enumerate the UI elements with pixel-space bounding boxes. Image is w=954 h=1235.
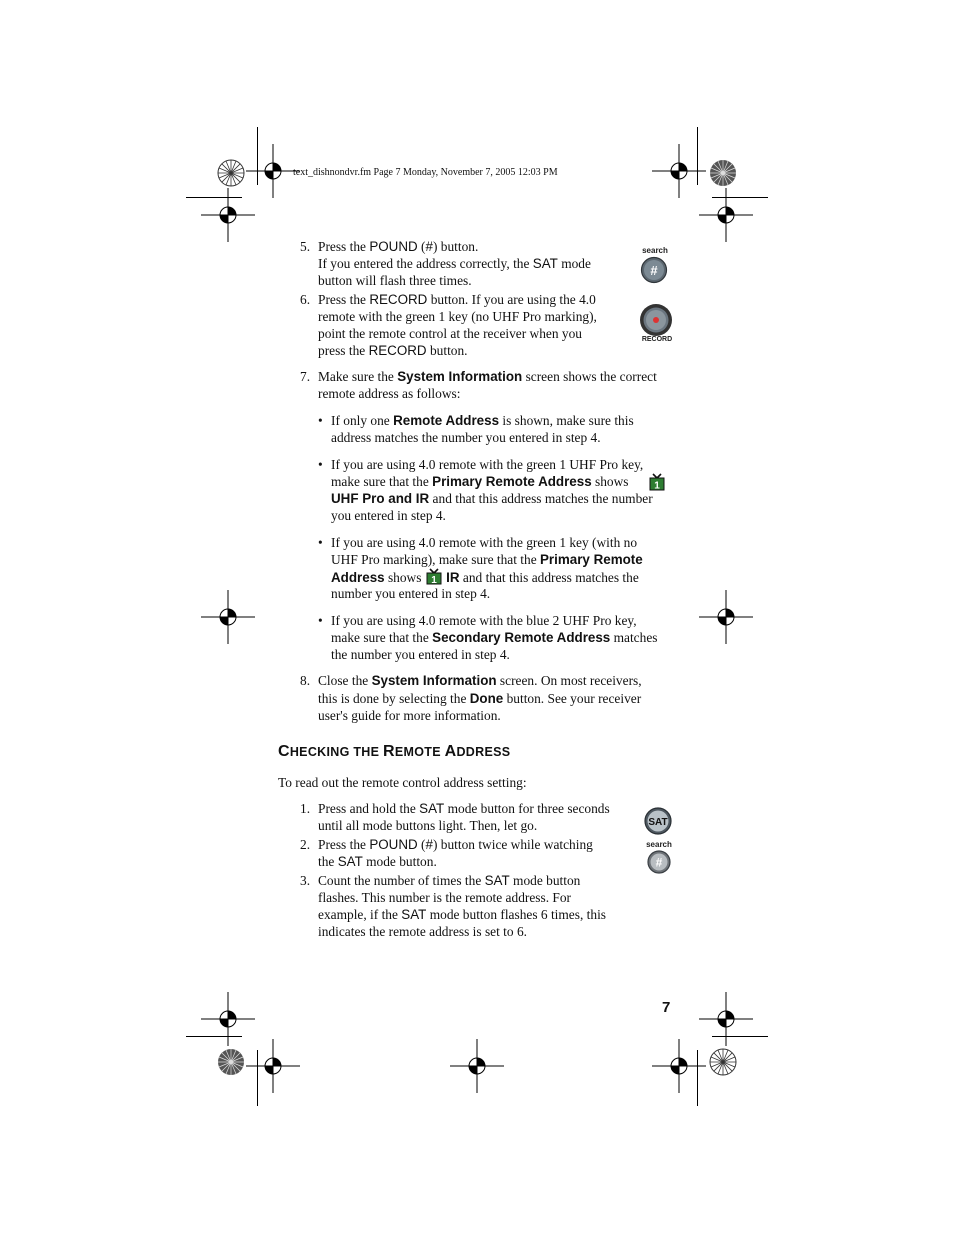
text-run: point the remote control at the receiver when you [318, 326, 582, 341]
text-run: remote with the green 1 key (no UHF Pro marking), [318, 309, 597, 324]
text-run: UHF Pro and IR [331, 491, 430, 506]
text-run: make sure that the [331, 474, 433, 489]
text-run: Remote Address [393, 413, 500, 428]
text-line [331, 429, 601, 446]
text-line [318, 368, 657, 385]
text-line [331, 612, 637, 629]
bullet-mark: • [318, 457, 323, 472]
text-run: ( [417, 837, 426, 852]
text-run: and that this address matches the [459, 570, 639, 585]
text-line [318, 817, 537, 834]
text-run: SAT [337, 854, 363, 869]
text-run: flashes. This number is the remote address. For [318, 890, 572, 905]
text-run: is shown, make sure this [499, 413, 634, 428]
text-run: POUND [369, 239, 418, 254]
text-run: # [425, 239, 433, 254]
text-line [318, 800, 610, 817]
step-number: 8. [300, 673, 311, 688]
text-run: screen shows the correct [522, 369, 657, 384]
text-run: the number you entered in step 4. [331, 647, 510, 662]
text-line [331, 412, 634, 429]
text-line [318, 325, 582, 342]
text-line [318, 308, 597, 325]
text-run: user's guide for more information. [318, 708, 501, 723]
text-line [318, 291, 596, 308]
text-run: press the [318, 343, 369, 358]
text-line [331, 646, 510, 663]
bullet-mark: • [318, 613, 323, 628]
text-run: If only one [331, 413, 394, 428]
search-label: search [642, 246, 668, 255]
text-run: remote address as follows: [318, 386, 461, 401]
text-line [318, 690, 641, 707]
record-icon [636, 302, 678, 338]
text-run: RECORD [369, 292, 428, 307]
title-run: HECKING THE [289, 745, 384, 759]
text-run: until all mode buttons light. Then, let go. [318, 818, 538, 833]
text-run: Address [331, 570, 385, 585]
text-run: button will flash three times. [318, 273, 472, 288]
text-run: Primary Remote [540, 552, 643, 567]
record-button-graphic [636, 302, 678, 343]
text-run: Primary Remote Address [432, 474, 592, 489]
text-line [331, 507, 446, 524]
text-run: number you entered in step 4. [331, 586, 491, 601]
bullet-mark: • [318, 413, 323, 428]
text-run: button. See your receiver [503, 690, 642, 706]
text-line [318, 923, 527, 940]
tv-icon [425, 568, 443, 585]
text-line [318, 672, 642, 689]
file-info-header: text_dishnondvr.fm Page 7 Monday, November 7, 2005 12:03 PM [293, 167, 558, 178]
pound-symbol: # [655, 855, 663, 870]
sat-text: SAT [648, 817, 668, 828]
title-run: A [444, 743, 457, 760]
text-run: POUND [369, 837, 418, 852]
text-line [318, 238, 478, 255]
record-label: RECORD [641, 336, 673, 343]
step-number: 5. [300, 239, 311, 254]
section-title [278, 743, 510, 761]
svg-text:1: 1 [654, 480, 660, 491]
text-run: SAT [419, 801, 445, 816]
text-line [318, 836, 593, 853]
title-run: DDRESS [456, 745, 511, 759]
svg-text:1: 1 [431, 574, 437, 585]
text-run: mode button for three seconds [444, 801, 610, 816]
step-number: 6. [300, 292, 311, 307]
sat-button-graphic [641, 806, 675, 838]
text-run: mode button. [362, 854, 437, 869]
text-line [318, 707, 501, 724]
step-number: 1. [300, 801, 311, 816]
text-run: SAT [401, 907, 427, 922]
text-line [331, 534, 637, 551]
step-number: 2. [300, 837, 311, 852]
text-line [331, 551, 643, 568]
text-run: and that this address matches the number [429, 491, 653, 506]
text-run: # [425, 837, 433, 852]
sat-button-icon [641, 806, 675, 838]
text-line [331, 585, 490, 602]
text-run: mode button [509, 873, 581, 888]
text-run: UHF Pro marking), make sure that the [331, 552, 540, 567]
text-line [318, 872, 580, 889]
title-run: C [278, 743, 290, 760]
text-line [331, 456, 643, 473]
text-run: mode [557, 256, 591, 271]
text-run: shows [384, 570, 425, 585]
title-run: EMOTE [394, 745, 445, 759]
text-line [318, 889, 571, 906]
text-run: If you entered the address correctly, the [318, 256, 533, 271]
text-run: Press the [318, 837, 370, 852]
text-run: If you are using 4.0 remote with the blue 2 UHF Pro key, [331, 613, 637, 628]
text-line [331, 629, 657, 646]
text-line [318, 342, 468, 359]
text-run: Done [469, 690, 504, 706]
text-run: If you are using 4.0 remote with the green 1 UHF Pro key, [331, 457, 644, 472]
text-run: If you are using 4.0 remote with the green 1 key (with no [331, 535, 638, 550]
text-run: ( [417, 239, 426, 254]
text-run: matches [610, 630, 658, 645]
text-run: Secondary Remote Address [432, 630, 611, 645]
step-number: 3. [300, 873, 311, 888]
text-run: example, if the [318, 907, 402, 922]
search-pound-button-graphic [636, 246, 674, 285]
text-line [331, 490, 653, 507]
section-intro: To read out the remote control address setting: [278, 775, 527, 790]
tv-icon [648, 473, 666, 491]
text-run: Make sure the [318, 369, 398, 384]
text-run: address matches the number you entered in step 4. [331, 430, 601, 445]
text-run: SAT [484, 873, 510, 888]
text-run: RECORD [368, 343, 427, 358]
tv-uhf-icon [648, 473, 666, 496]
search-pound-button-graphic-2 [640, 840, 678, 875]
text-run: screen. On most receivers, [496, 673, 642, 688]
text-run: System Information [397, 369, 523, 384]
bullet-mark: • [318, 535, 323, 550]
page-number: 7 [662, 999, 671, 1016]
text-run: mode button flashes 6 times, this [426, 907, 607, 922]
text-run: SAT [532, 256, 558, 271]
text-run: ) button twice while watching [432, 837, 593, 852]
text-line [331, 568, 639, 586]
step-number: 7. [300, 369, 311, 384]
search-label: search [646, 840, 672, 849]
text-line [318, 906, 606, 923]
pound-button-icon [640, 849, 678, 875]
pound-symbol: # [650, 263, 658, 278]
text-run: this is done by selecting the [318, 690, 470, 706]
text-run: Press and hold the [318, 801, 420, 816]
text-line [318, 385, 460, 402]
text-line [318, 272, 472, 289]
text-line [318, 255, 591, 272]
text-run: System Information [371, 673, 497, 688]
text-run: button. If you are using the 4.0 [427, 292, 596, 307]
text-run: Press the [318, 239, 370, 254]
pound-button-icon [636, 255, 674, 285]
text-run: Press the [318, 292, 370, 307]
text-run: Close the [318, 673, 372, 688]
text-run: ) button. [432, 239, 479, 254]
title-run: R [383, 743, 395, 760]
text-run: button. [426, 343, 468, 358]
text-run: Count the number of times the [318, 873, 485, 888]
text-run: make sure that the [331, 630, 433, 645]
text-run: the [318, 854, 338, 869]
text-run: IR [446, 570, 460, 585]
text-run: shows [591, 474, 629, 489]
text-line [318, 853, 437, 870]
text-line [331, 473, 629, 490]
text-run: indicates the remote address is set to 6. [318, 924, 527, 939]
text-run: you entered in step 4. [331, 508, 446, 523]
